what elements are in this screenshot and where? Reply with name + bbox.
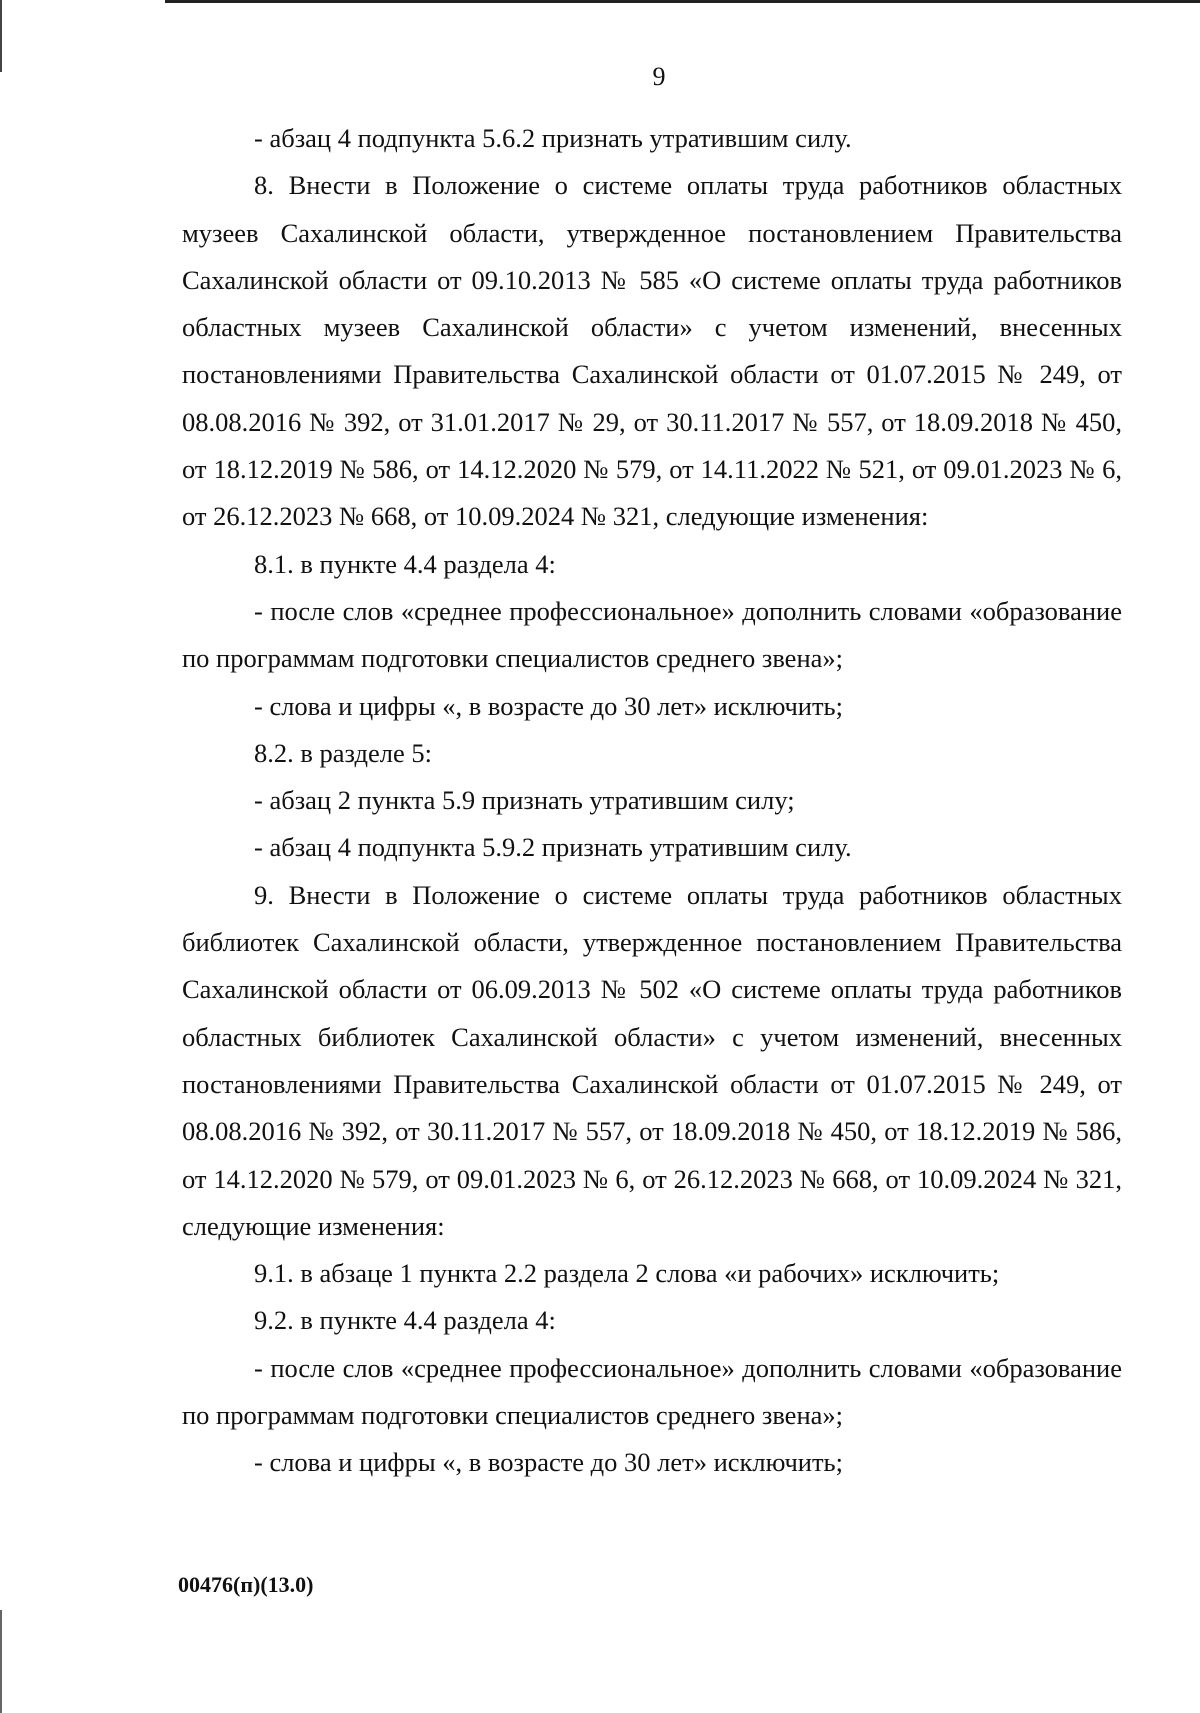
page-number: 9 [652,62,666,91]
paragraph: 9. Внести в Положение о системе оплаты труда работников областных библиотек Сахалинской области, утвержденное постановлением Правительства Сахалинской области от 06.09.2013 № 502 «О системе оплаты труда работников областных библиотек Сахалинской области» с учетом изменений, внесенных постановлениями Правительства Сахалинской области от 01.07.2015 № 249, от 08.08.2016 № 392, от 30.11.2017 № 557, от 18.09.2018 № 450, от 18.12.2019 № 586, от 14.12.2020 № 579, от 09.01.2023 № 6, от 26.12.2023 № 668, от 10.09.2024 № 321, следующие изменения: [182,879,1122,1241]
document-body [182,115,1122,1487]
document-code: 00476(п)(13.0) [178,1572,314,1597]
scan-top-edge [165,0,1200,3]
paragraph: - абзац 2 пункта 5.9 признать утратившим силу; [254,785,795,816]
paragraph: - после слов «среднее профессиональное» дополнить словами «образование по программам подготовки специалистов среднего звена»; [182,1352,1122,1431]
scan-left-edge-bottom [0,1610,2,1713]
paragraph: 9.1. в абзаце 1 пункта 2.2 раздела 2 слова «и рабочих» исключить; [254,1258,1000,1289]
paragraph: - слова и цифры «, в возрасте до 30 лет» исключить; [254,1447,843,1478]
paragraph: - абзац 4 подпункта 5.9.2 признать утратившим силу. [254,832,852,863]
paragraph: 8.1. в пункте 4.4 раздела 4: [254,548,556,579]
paragraph: 8. Внести в Положение о системе оплаты труда работников областных музеев Сахалинской области, утвержденное постановлением Правительства Сахалинской области от 09.10.2013 № 585 «О системе оплаты труда работников областных музеев Сахалинской области» с учетом изменений, внесенных постановлениями Правительства Сахалинской области от 01.07.2015 № 249, от 08.08.2016 № 392, от 31.01.2017 № 29, от 30.11.2017 № 557, от 18.09.2018 № 450, от 18.12.2019 № 586, от 14.12.2020 № 579, от 14.11.2022 № 521, от 09.01.2023 № 6, от 26.12.2023 № 668, от 10.09.2024 № 321, следующие изменения: [182,170,1122,532]
paragraph: 8.2. в разделе 5: [254,737,432,768]
paragraph: - после слов «среднее профессиональное» дополнить словами «образование по программам подготовки специалистов среднего звена»; [182,595,1122,674]
paragraph: - слова и цифры «, в возрасте до 30 лет» исключить; [254,690,843,721]
paragraph: 9.2. в пункте 4.4 раздела 4: [254,1305,556,1336]
paragraph: - абзац 4 подпункта 5.6.2 признать утратившим силу. [254,123,852,153]
